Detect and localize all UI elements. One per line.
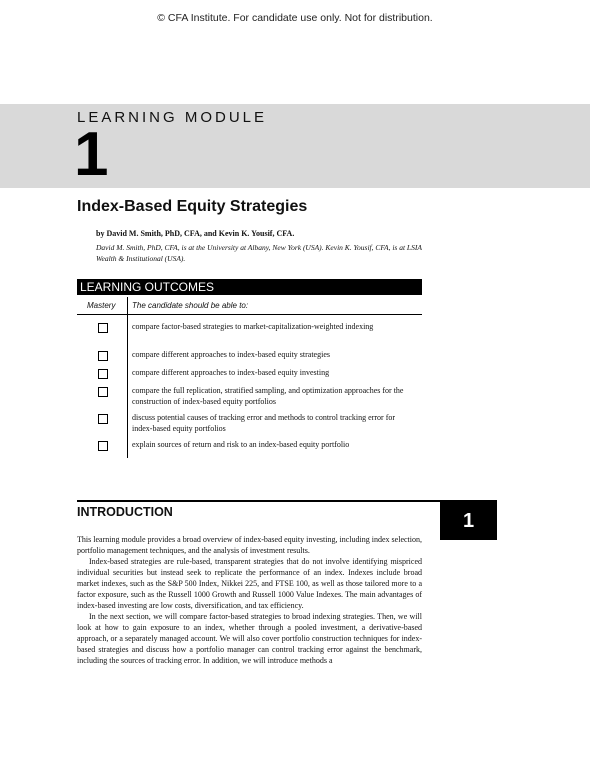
authors-line: by David M. Smith, PhD, CFA, and Kevin K. Yousif, CFA.: [96, 229, 295, 238]
module-number: 1: [74, 120, 109, 189]
module-label: LEARNING MODULE: [77, 109, 268, 126]
learning-outcome-text: compare the full replication, stratified sampling, and optimization approaches for the construction of index-based equity portfolios: [132, 386, 404, 406]
body-paragraph: This learning module provides a broad overview of index-based equity investing, including index selection, portfolio management techniques, and the analysis of investment results.: [77, 535, 422, 555]
learning-outcome-text: explain sources of return and risk to an index-based equity portfolio: [132, 440, 350, 449]
mastery-checkbox[interactable]: [98, 369, 108, 379]
section-number-badge: 1: [440, 502, 497, 540]
learning-outcome-text: compare different approaches to index-based equity strategies: [132, 350, 330, 359]
learning-outcomes-header: LEARNING OUTCOMES: [77, 279, 422, 295]
watermark-text: © CFA Institute. For candidate use only. Not for distribution.: [157, 12, 433, 24]
section-rule: [77, 500, 497, 502]
mastery-column-label: Mastery: [87, 301, 116, 310]
section-body: [77, 534, 422, 666]
mastery-checkbox[interactable]: [98, 414, 108, 424]
mastery-checkbox[interactable]: [98, 351, 108, 361]
body-paragraph: Index-based strategies are rule-based, transparent strategies that do not involve identifying mispriced individual securities but instead seek to replicate the performance of an index. Indexes include broad market indexes, such as the S&P 500 Index, Nikkei 225, and FTSE 100, as well as those tailored more to a factor exposure, such as the Russell 1000 Growth and Russell 1000 Value Indexes. The main advantages of index-based investing are low costs, diversification, and tax efficiency.: [77, 557, 422, 610]
learning-outcomes-subheader: [77, 297, 422, 315]
mastery-checkbox[interactable]: [98, 323, 108, 333]
author-affiliation: David M. Smith, PhD, CFA, is at the University at Albany, New York (USA). Kevin K. Yousif, CFA, is at LSIA Wealth & Institutional (USA).: [96, 243, 422, 263]
module-title: Index-Based Equity Strategies: [77, 198, 308, 215]
candidate-column-label: The candidate should be able to:: [132, 301, 249, 310]
learning-outcome-text: compare factor-based strategies to market-capitalization-weighted indexing: [132, 322, 374, 331]
body-paragraph: In the next section, we will compare factor-based strategies to broad indexing strategies. Then, we will look at how to gain exposure to an index, whether through a pooled investment, a derivative-based approach, or a separately managed account. We will also cover portfolio construction techniques for index-based strategies and discuss how a portfolio manager can control tracking error against the benchmark, including the sources of tracking error. In addition, we will introduce methods a: [77, 612, 422, 665]
column-divider: [127, 297, 128, 458]
mastery-checkbox[interactable]: [98, 441, 108, 451]
learning-outcome-text: compare different approaches to index-based equity investing: [132, 368, 330, 377]
section-title: INTRODUCTION: [77, 505, 173, 519]
mastery-checkbox[interactable]: [98, 387, 108, 397]
learning-outcome-text: discuss potential causes of tracking error and methods to control tracking error for index-based equity portfolios: [132, 413, 396, 433]
